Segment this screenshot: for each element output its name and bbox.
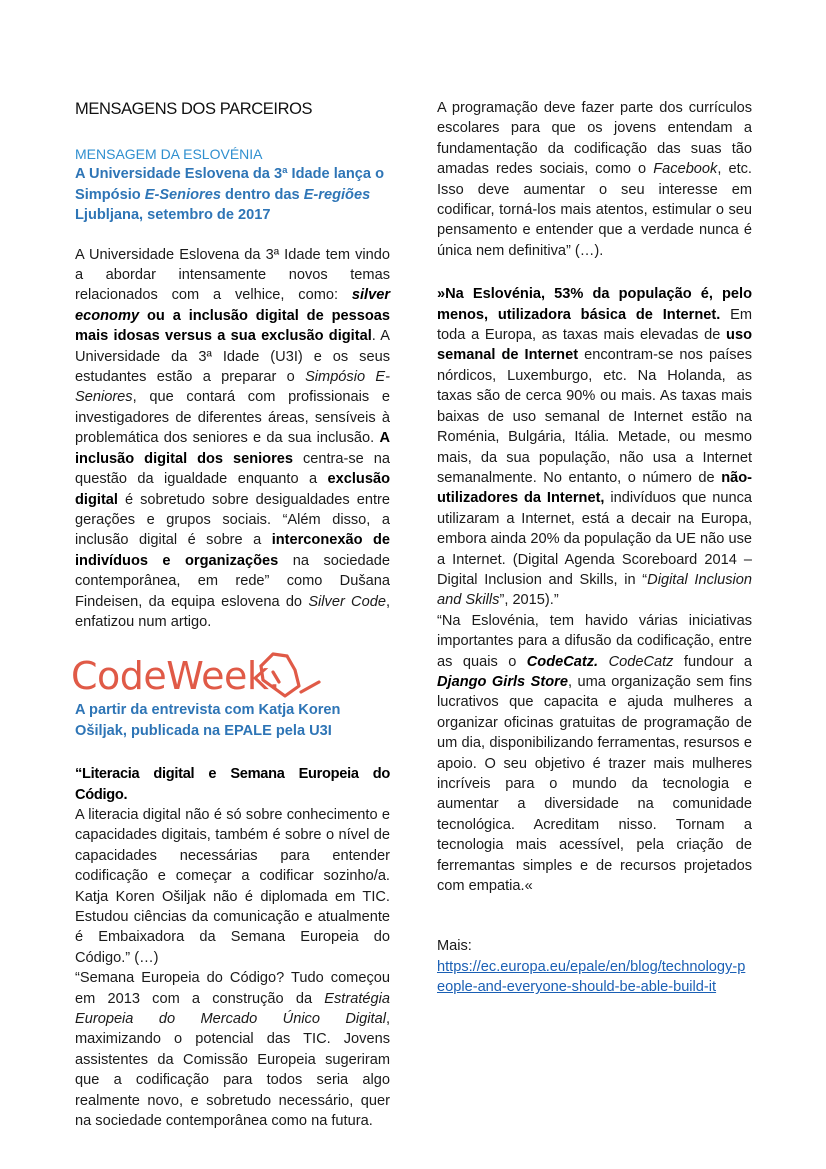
slovenia-section [75, 144, 390, 632]
slovenia-paragraph: A Universidade Eslovena da 3ª Idade tem vindo a abordar intensamente novos temas relacionados com a velhice, como: silver economy ou a inclusão digital de pessoas mais idosas versus a sua exclusão digital. A Universidade da 3ª Idade (U3I) e os seus estudantes estão a preparar o Simpósio E-Seniores, que contará com profissionais e investigadores de diferentes áreas, sensíveis à problemática dos seniores e da sua inclusão. A inclusão digital dos seniores centra-se na questão da igualdade enquanto a exclusão digital é sobretudo sobre desigualdades entre gerações e grupos sociais. “Além disso, a inclusão digital é sobre a interconexão de indivíduos e organizações na sociedade contemporânea, em rede” como Dušana Findeisen, da equipa eslovena do Silver Code, enfatizou num artigo. [75, 246, 391, 630]
codeweek-subtitle: A partir da entrevista com Katja Koren Ošiljak, publicada na EPALE pela U3I [75, 702, 341, 739]
codeweek-logo [71, 652, 390, 704]
literacy-paragraph: A literacia digital não é só sobre conhecimento e capacidades digitais, também é sobre o nível de capacidades necessárias para entender codificação e começar a codificar sozinho/a. Katja Koren Ošiljak não é diplomada em TIC. Estudou ciências da comunicação e atualmente é Embaixadora da Semana Europeia do Código.” (…) [75, 806, 390, 966]
quote-title: “Literacia digital e Semana Europeia do Código. [75, 766, 390, 803]
left-column [71, 98, 391, 1131]
initiatives-paragraph: “Na Eslovénia, tem havido várias iniciativas importantes para a difusão da codificação, entre as quais o CodeCatz. CodeCatz fundour a Django Girls Store, uma organização sem fins lucrativos que capacita e ajuda mulheres a organizar oficinas gratuitas de programação de um dia, disponibilizando ferramentas, resursos e apoio. O seu objetivo é trazer mais mulheres incríveis para o mundo da tecnologia e aumentar a diversidade na comunidade tecnológica. Acreditam nisso. Tornam a tecnologia mais acessível, pela criação de ferremantas simples e de recursos projetados com empatia.« [437, 612, 753, 895]
more-label: Mais: [437, 938, 472, 955]
more-link[interactable]: https://ec.europa.eu/epale/en/blog/technology-people-and-everyone-should-be-able-build-it [437, 958, 746, 996]
right-column [437, 98, 752, 998]
more-section [437, 936, 752, 997]
codeweek-logo-icon [249, 652, 323, 704]
programming-paragraph: A programação deve fazer parte dos currículos escolares para que os jovens entendam a fundamentação da codificação das suas tão amadas redes sociais, como o Facebook, etc. Isso deve aumentar o seu interesse em codificar, torná-los mais atentos, estimular o seu pensamento e entender que a verdade nunca é única nem definitiva” (…). [437, 100, 752, 259]
slovenia-stats-paragraph: »Na Eslovénia, 53% da população é, pelo menos, utilizadora básica de Internet. Em toda a Europa, as taxas mais elevadas de uso semanal de Internet encontram-se nos países nórdicos, Luxemburgo, etc. Na Holanda, as taxas são de cerca 90% ou mais. As taxas mais baixas de uso semanal de Internet estão na Roménia, Bulgária, Itália. Metade, ou mesmo mais, da sua população, não usa a Internet semanalmente. No entanto, o número de não-utilizadores da Internet, indivíduos que nunca utilizaram a Internet, está a decair na Europa, embora ainda 20% da população da UE não use a Internet. (Digital Agenda Scoreboard 2014 – Digital Inclusion and Skills, in “Digital Inclusion and Skills”, 2015).” [437, 286, 752, 609]
place-date: Ljubljana, setembro de 2017 [75, 207, 271, 224]
section-label: MENSAGEM DA ESLOVÉNIA [75, 146, 263, 162]
more-link-wrap [437, 957, 752, 998]
codeweek-history-paragraph: “Semana Europeia do Código? Tudo começou em 2013 com a construção da Estratégia Europeia do Mercado Único Digital, maximizando o potencial das TIC. Jovens assistentes da Comissão Europeia sugeriram que a codificação para todos seria algo realmente novo, e sobretudo necessário, quer na sociedade contemporânea como na futura. [75, 970, 390, 1130]
page-title: MENSAGENS DOS PARCEIROS [75, 100, 313, 118]
section-headline: A Universidade Eslovena da 3ª Idade lança o Simpósio E-Seniores dentro das E-regiões [75, 166, 385, 203]
codeweek-logo-text: CodeWeek. [71, 654, 280, 699]
